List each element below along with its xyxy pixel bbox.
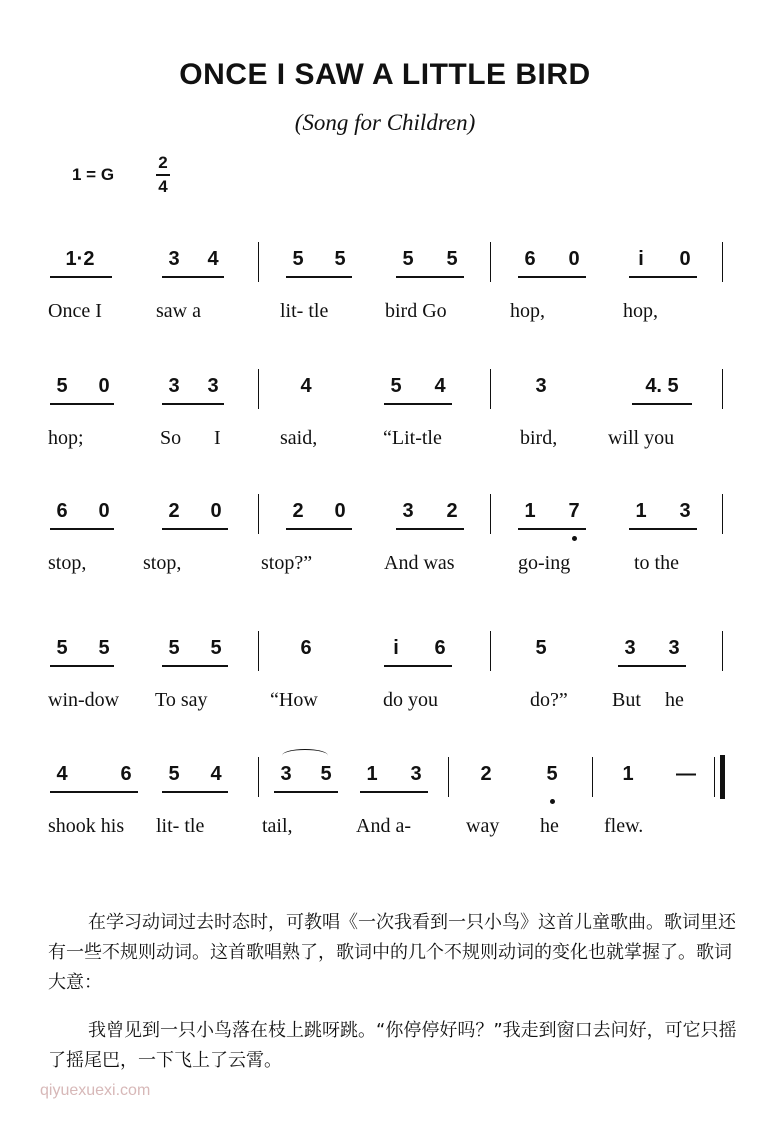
- song-title: ONCE I SAW A LITTLE BIRD: [179, 58, 591, 91]
- beam: [50, 276, 112, 278]
- note: 5: [210, 637, 222, 659]
- lyrics-meaning-paragraph: 我曾见到一只小鸟落在枝上跳呀跳。“你停停好吗？”我走到窗口去问好，可它只摇了摇尾巴，一下飞上了云霄。: [48, 1020, 737, 1071]
- note: 3: [280, 763, 292, 785]
- lyric: win-dow: [48, 689, 120, 711]
- beam: [518, 528, 586, 530]
- beam: [396, 276, 464, 278]
- beam: [274, 791, 338, 793]
- key-signature: 1 = G: [72, 165, 115, 184]
- note: 4: [56, 763, 68, 785]
- note: 0: [210, 500, 222, 522]
- note-label: 7: [568, 500, 580, 522]
- bar-line: [258, 757, 259, 797]
- note: 5: [402, 248, 414, 270]
- beam: [618, 665, 686, 667]
- note: 4: [300, 375, 312, 397]
- note: 0: [679, 248, 691, 270]
- note: 3: [168, 375, 180, 397]
- note: 1: [635, 500, 647, 522]
- time-numerator: 2: [158, 153, 168, 172]
- note: 3: [535, 375, 547, 397]
- note-label: i: [638, 248, 644, 270]
- note: 3: [624, 637, 636, 659]
- lyric: go-ing: [518, 552, 571, 574]
- song-subtitle: (Song for Children): [294, 110, 476, 135]
- bar-line: [258, 631, 259, 671]
- note: 5: [56, 637, 68, 659]
- note-low: [539, 763, 565, 786]
- lyric: lit- tle: [156, 815, 205, 837]
- lyric: And was: [384, 552, 455, 574]
- lyric: lit- tle: [280, 300, 329, 322]
- note: 5: [390, 375, 402, 397]
- beam: [162, 276, 224, 278]
- lyric: he: [540, 815, 559, 837]
- bar-line: [490, 631, 491, 671]
- beam: [396, 528, 464, 530]
- lyric: said,: [280, 427, 318, 449]
- bar-line: [722, 494, 723, 534]
- note: 1: [366, 763, 378, 785]
- note-label: 5: [546, 763, 558, 785]
- note-dash: —: [676, 763, 696, 785]
- bar-line: [490, 242, 491, 282]
- note: 0: [334, 500, 346, 522]
- beam: [286, 528, 352, 530]
- lyric: way: [466, 815, 500, 837]
- lyric: And a-: [356, 815, 411, 837]
- music-system-3: [0, 500, 770, 620]
- note-label: i: [393, 637, 399, 659]
- lyric: So: [160, 427, 182, 449]
- octave-dot: [550, 799, 555, 804]
- note: 3: [207, 375, 219, 397]
- note: 4. 5: [645, 375, 679, 397]
- note: 5: [320, 763, 332, 785]
- bar-line: [490, 494, 491, 534]
- beam: [50, 403, 114, 405]
- note: 5: [168, 637, 180, 659]
- final-bar-line: [720, 755, 725, 799]
- note: 5: [168, 763, 180, 785]
- watermark: qiyuexuexi.com: [40, 1082, 151, 1099]
- note: 1: [622, 763, 634, 785]
- beam: [384, 665, 452, 667]
- beam: [162, 528, 228, 530]
- note: 3: [402, 500, 414, 522]
- beam: [50, 791, 138, 793]
- note-low: [561, 500, 587, 523]
- bar-line: [490, 369, 491, 409]
- lyric: to the: [634, 552, 679, 574]
- note: 5: [56, 375, 68, 397]
- beam: [518, 276, 586, 278]
- beam: [632, 403, 692, 405]
- octave-dot: [572, 536, 577, 541]
- lyric: will you: [608, 427, 675, 449]
- tie-arc: [282, 749, 328, 762]
- note: 0: [98, 375, 110, 397]
- beam: [360, 791, 428, 793]
- bar-line: [258, 369, 259, 409]
- note: 6: [300, 637, 312, 659]
- lyric: hop;: [48, 427, 84, 449]
- explanation-paragraph: 在学习动词过去时态时，可教唱《一次我看到一只小鸟》这首儿童歌曲。歌词里还有一些不规则动词。这首歌唱熟了，歌词中的几个不规则动词的变化也就掌握了。歌词大意：: [48, 912, 736, 993]
- bar-line: [722, 369, 723, 409]
- note: 1: [524, 500, 536, 522]
- note: 6: [524, 248, 536, 270]
- lyric: bird,: [520, 427, 558, 449]
- bar-line: [258, 242, 259, 282]
- lyric: “Lit-tle: [383, 427, 442, 449]
- lyric: stop?”: [261, 552, 313, 574]
- note: 6: [434, 637, 446, 659]
- beam: [162, 665, 228, 667]
- lyric: shook his: [48, 815, 125, 837]
- note: 2: [292, 500, 304, 522]
- lyric: Once I: [48, 300, 102, 322]
- bar-line: [722, 631, 723, 671]
- time-denominator: 4: [158, 177, 168, 196]
- music-system-5: [0, 763, 770, 883]
- note: 2: [446, 500, 458, 522]
- note: 3: [679, 500, 691, 522]
- beam: [629, 528, 697, 530]
- lyric: “How: [270, 689, 318, 711]
- note: 5: [535, 637, 547, 659]
- music-system-1: [0, 248, 770, 368]
- bar-line: [448, 757, 449, 797]
- note-high: [383, 637, 409, 660]
- note: 2: [168, 500, 180, 522]
- beam: [50, 528, 114, 530]
- bar-line: [714, 757, 715, 797]
- beam: [384, 403, 452, 405]
- beam: [50, 665, 114, 667]
- music-system-2: [0, 375, 770, 495]
- note-high: [628, 248, 654, 271]
- lyric: hop,: [623, 300, 658, 322]
- beam: [162, 791, 228, 793]
- note: 6: [120, 763, 132, 785]
- note: 5: [98, 637, 110, 659]
- lyric: But: [612, 689, 641, 711]
- beam: [286, 276, 352, 278]
- music-system-4: [0, 637, 770, 757]
- note: 3: [668, 637, 680, 659]
- lyric: stop,: [48, 552, 87, 574]
- note: 3: [168, 248, 180, 270]
- bar-line: [258, 494, 259, 534]
- note: 3: [410, 763, 422, 785]
- beam: [162, 403, 224, 405]
- bar-line: [592, 757, 593, 797]
- note: 6: [56, 500, 68, 522]
- note: 5: [446, 248, 458, 270]
- lyric: do?”: [530, 689, 568, 711]
- lyric: saw a: [156, 300, 201, 322]
- note: 1·2: [65, 248, 95, 270]
- beam: [629, 276, 697, 278]
- lyric: do you: [383, 689, 438, 711]
- note: 4: [207, 248, 219, 270]
- bar-line: [722, 242, 723, 282]
- note: 4: [210, 763, 222, 785]
- note: 0: [98, 500, 110, 522]
- lyric: flew.: [604, 815, 644, 837]
- lyric: To say: [155, 689, 208, 711]
- note: 2: [480, 763, 492, 785]
- lyric: I: [214, 427, 221, 449]
- time-signature: [154, 152, 172, 198]
- lyric: stop,: [143, 552, 182, 574]
- note: 5: [334, 248, 346, 270]
- note: 0: [568, 248, 580, 270]
- lyric: bird Go: [385, 300, 447, 322]
- lyric: tail,: [262, 815, 293, 837]
- note: 5: [292, 248, 304, 270]
- lyric: hop,: [510, 300, 545, 322]
- lyric: he: [665, 689, 684, 711]
- note: 4: [434, 375, 446, 397]
